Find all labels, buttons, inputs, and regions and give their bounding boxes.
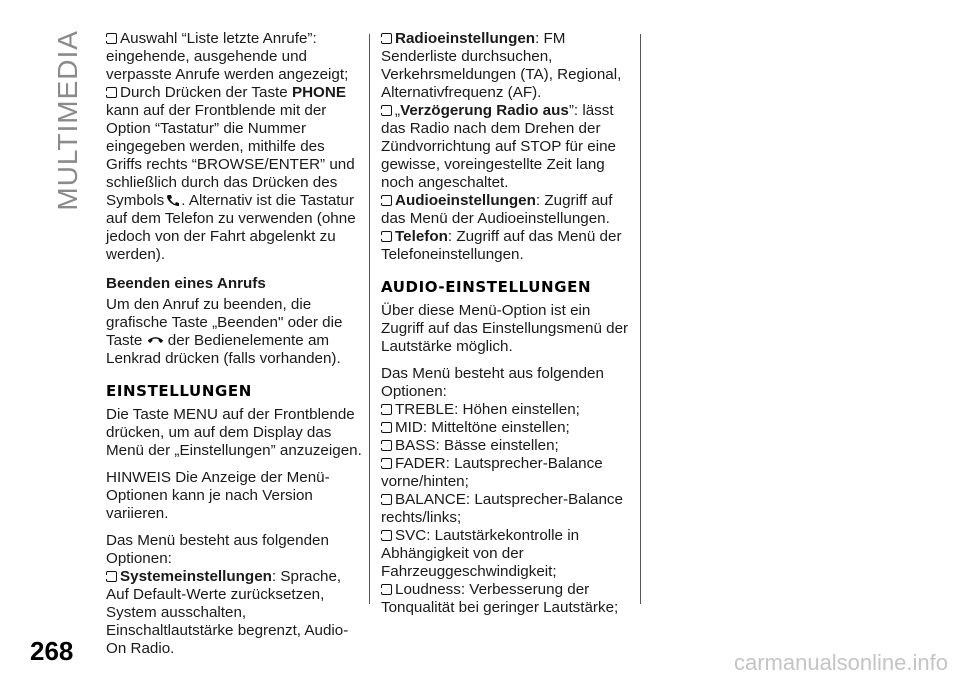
phone-call-icon (164, 192, 181, 209)
bullet-audio-settings: Audioeinstellungen: Zugriff auf das Menü der Audioeinstellungen. (381, 192, 613, 227)
bullet-icon (381, 440, 392, 451)
list-item: FADER: Lautsprecher-Balance vorne/hinten; (381, 455, 603, 490)
list-item: MID: Mitteltöne einstellen; (381, 419, 637, 437)
bullet-icon (381, 422, 392, 433)
left-column (106, 30, 362, 658)
bullet-icon (381, 195, 392, 206)
end-call-heading: Beenden eines Anrufs (106, 275, 266, 292)
bullet-icon (381, 530, 392, 541)
bullet-icon (381, 458, 392, 469)
bullet-icon (381, 33, 392, 44)
audio-options-intro: Das Menü besteht aus folgenden Optionen: (381, 365, 604, 400)
list-item: Loudness: Verbesserung der Tonqualität bei geringer Lautstärke; (381, 581, 619, 616)
bullet-icon (106, 571, 117, 582)
bullet-icon (106, 87, 117, 98)
bullet-icon (381, 105, 392, 116)
settings-paragraph-1: Die Taste MENU auf der Frontblende drücken, um auf dem Display das Menü der „Einstellungen” anzuzeigen. (106, 406, 362, 459)
column-divider-left (369, 34, 370, 604)
bullet-phone-key: Durch Drücken der Taste PHONE kann auf der Frontblende mit der Option “Tastatur” die Nummer eingegeben werden, mithilfe des Griffs rechts “BROWSE/ENTER” und schließlich durch das Drücken des Symbols . Alternativ ist die Tastatur auf dem Telefon zu verwenden (ohne jedoch von der Fahrt abgelenkt zu werden). (106, 84, 356, 263)
settings-heading: EINSTELLUNGEN (106, 382, 252, 400)
list-item: SVC: Lautstärkekontrolle in Abhängigkeit von der Fahrzeuggeschwindigkeit; (381, 527, 580, 580)
phone-key-label: PHONE (291, 84, 346, 101)
watermark-text: carmanualsonline.info (733, 650, 948, 675)
audio-paragraph-1: Über diese Menü-Option ist ein Zugriff auf das Einstellungsmenü der Lautstärke möglich. (381, 302, 629, 355)
bullet-icon (381, 404, 392, 415)
end-call-paragraph: Um den Anruf zu beenden, die grafische Taste „Beenden" oder die Taste der Bedienelemente am Lenkrad drücken (falls vorhanden). (106, 296, 343, 367)
settings-options-intro: Das Menü besteht aus folgenden Optionen: (106, 532, 329, 567)
bullet-radio-delay: „Verzögerung Radio aus”: lässt das Radio nach dem Drehen der Zündvorrichtung auf STOP für eine gewisse, voreingestellte Zeit lang noch angeschaltet. (381, 102, 616, 191)
bullet-radio-settings: Radioeinstellungen: FM Senderliste durchsuchen, Verkehrsmeldungen (TA), Regional, Alternativfrequenz (AF). (381, 30, 622, 101)
bullet-icon (381, 231, 392, 242)
section-side-label: MULTIMEDIA (52, 30, 83, 211)
settings-note: HINWEIS Die Anzeige der Menü-Optionen kann je nach Version variieren. (106, 469, 330, 522)
list-item: BASS: Bässe einstellen; (381, 437, 637, 455)
bullet-icon (381, 584, 392, 595)
bullet-system-settings: Systemeinstellungen: Sprache, Auf Default-Werte zurücksetzen, System ausschalten, Einschaltlautstärke begrenzt, Audio-On Radio. (106, 568, 349, 657)
right-column (381, 30, 637, 617)
bullet-recent-calls: Auswahl “Liste letzte Anrufe”: eingehende, ausgehende und verpasste Anrufe werden angezeigt; (106, 30, 349, 83)
end-call-icon (147, 332, 164, 349)
audio-settings-heading: AUDIO-EINSTELLUNGEN (381, 278, 592, 296)
page-number: 268 (30, 636, 74, 666)
bullet-icon (106, 33, 117, 44)
bullet-icon (381, 494, 392, 505)
list-item: BALANCE: Lautsprecher-Balance rechts/links; (381, 491, 623, 526)
list-item: TREBLE: Höhen einstellen; (381, 401, 637, 419)
bullet-phone-settings: Telefon: Zugriff auf das Menü der Telefoneinstellungen. (381, 228, 622, 263)
column-divider-right (640, 34, 641, 604)
